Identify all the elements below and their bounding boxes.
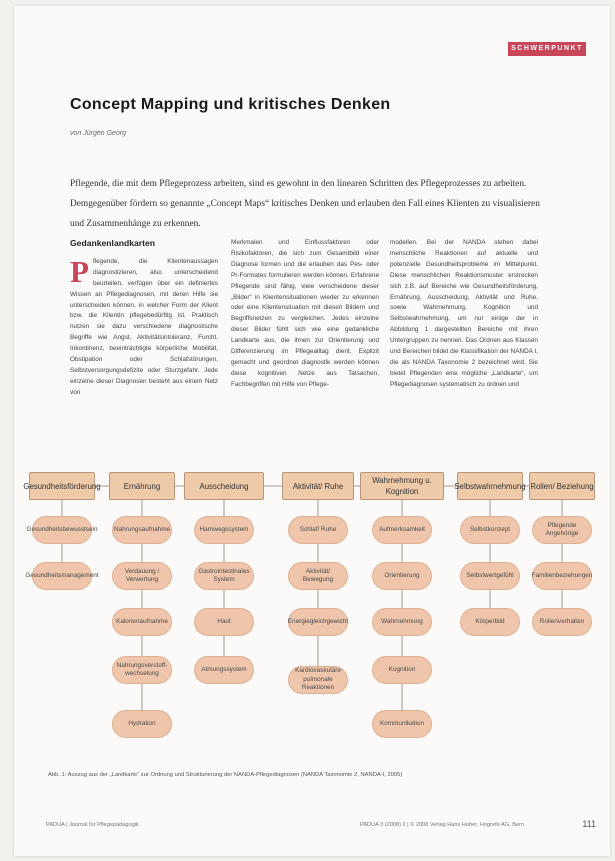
subheading: Gedankenlandkarten (70, 238, 156, 248)
class-node: Kardiovaskuläre pulmonale Reaktionen (288, 666, 348, 694)
class-node: Kalorienaufnahme (112, 608, 172, 636)
class-node: Aufmerksamkeit (372, 516, 432, 544)
class-node: Atmungssystem (194, 656, 254, 684)
class-node: Harnwegssystem (194, 516, 254, 544)
class-node: Energiegleichgewicht (288, 608, 348, 636)
text-column-1 (70, 238, 218, 399)
category-header: Selbstwahrnehmung (457, 472, 523, 500)
concept-map-diagram (23, 458, 604, 770)
class-node: Verdauung / Verwertung (112, 562, 172, 590)
drop-cap: P (70, 253, 89, 289)
text-column-2: Merkmalen und Einflussfaktoren oder Risikofaktoren, die sich zum Gesamtbild einer Diagnose formen und die erlauben das Pes- oder Pr-Formates formulieren werden können. Erfahrene Pflegende sind fähig, viele verschiedene dieser „Bilder“ in Klientensituationen wieder zu erkennen oder eine Klientensituation mit diesen Bildern und Begriffsnetzen zu vergleichen. Jedes einzelne dieser Bilder fühlt sich wie eine gedankliche Landkarte aus, die ihnen zur Orientierung und Differenzierung im Pflegealltag dient. Explizit gemacht und geordnet diagnostik werden können diese kognitiven Netze aus Tatsachen, Fachbegriffen mit Hilfe von Pflege- (231, 239, 379, 388)
column-1-text: flegende, die Klientenaussagen diagnostizieren, also unterscheidend beurteilen, verfügen über ein definiertes Wissen an Pflegediagnosen, mit deren Hilfe sie unterscheiden können, in welcher Form der Klient bzw. die Klientin pflegebedürftig ist. Praktisch nutzen sie dazu verschiedene diagnostische Begriffe wie Angst, Aktivitätsintoleranz, Furcht, Inkontinenz, beeinträchtigte körperliche Mobilität, Obstipation oder Schlafstörungen, Selbstversorgungsdefizite oder Sturzgefahr. Jede einzelne dieser Diagnosen besteht aus einem Netz von (70, 257, 218, 396)
class-node: Pflegende Angehörige (532, 516, 592, 544)
category-header: Gesundheitsförderung (29, 472, 95, 500)
class-node: Selbstkonzept (460, 516, 520, 544)
class-node: Selbstwertgefühl (460, 562, 520, 590)
class-node: Schlaf/ Ruhe (288, 516, 348, 544)
class-node: Gastrointestinales System (194, 562, 254, 590)
figure-caption: Abb. 1: Auszug aus der „Landkarte“ zur Ordnung und Strukturierung der NANDA-Pflegediagnosen (NANDA Taxonomie 2, NANDA-I, 2005) (48, 772, 403, 778)
class-node: Familienbeziehungen (532, 562, 592, 590)
class-node: Kommunikation (372, 710, 432, 738)
class-node: Orientierung (372, 562, 432, 590)
category-header: Aktivität/ Ruhe (282, 472, 354, 500)
footer-journal: PADUA | Journal für Pflegepädagogik (46, 822, 139, 828)
section-tag: SCHWERPUNKT (508, 42, 586, 56)
class-node: Haut (194, 608, 254, 636)
text-column-3: modellen. Bei der NANDA stehen dabei menschliche Reaktionen auf aktuelle und potenzielle Gesundheitsprobleme im Mittelpunkt. Diese menschlichen Reaktionsmuster erstrecken sich z.B. auf Bereiche wie Gesundheitsförderung, Ernährung, Ausscheidung, Aktivität und Ruhe, sowie Wahrnehmung, Kognition und Selbstwahrnehmung, um nur einige der in Abbildung 1 dargestellten Bereiche mit ihren Untergruppen zu nennen. Das Ordnen aus Klassen und Bereichen bildet die Klassifikation der NANDA I, die als NANDA Taxonomie 2 bezeichnet wird. Sie bietet Pflegenden eine mögliche „Landkarte“, um Pflegediagnosen systematisch zu ordnen und (390, 239, 538, 388)
class-node: Nahrungsaufnahme (112, 516, 172, 544)
class-node: Aktivität/ Bewegung (288, 562, 348, 590)
magazine-page (14, 6, 610, 856)
class-node: Wahrnehmung (372, 608, 432, 636)
category-header: Ernährung (109, 472, 175, 500)
page-number: 111 (582, 819, 596, 829)
class-node: Hydration (112, 710, 172, 738)
class-node: Körperbild (460, 608, 520, 636)
footer-publisher: PADUA 3 (2008) 2 | © 2008 Verlag Hans Huber, Hogrefe AG, Bern (360, 822, 525, 828)
class-node: Nahrungsverstoff-wechselung (112, 656, 172, 684)
category-header: Rollen/ Beziehung (529, 472, 595, 500)
class-node: Gesundheitsmanagement (32, 562, 92, 590)
category-header: Wahrnehmung u. Kognition (360, 472, 444, 500)
category-header: Ausscheidung (184, 472, 264, 500)
class-node: Rollenverhalten (532, 608, 592, 636)
article-title: Concept Mapping und kritisches Denken (70, 96, 391, 113)
author-line: von Jürgen Georg (70, 130, 127, 137)
lead-paragraph: Pflegende, die mit dem Pflegeprozess arbeiten, sind es gewohnt in den linearen Schritten des Pflegeprozesses zu arbeiten. Demgegenüber fördern so genannte „Concept Maps“ kritisches Denken und erlauben den Fall eines Klienten zu visualisieren und Zusammenhänge zu erkennen. (70, 179, 540, 229)
class-node: Gesundheitsbewusstsein (32, 516, 92, 544)
class-node: Kognition (372, 656, 432, 684)
